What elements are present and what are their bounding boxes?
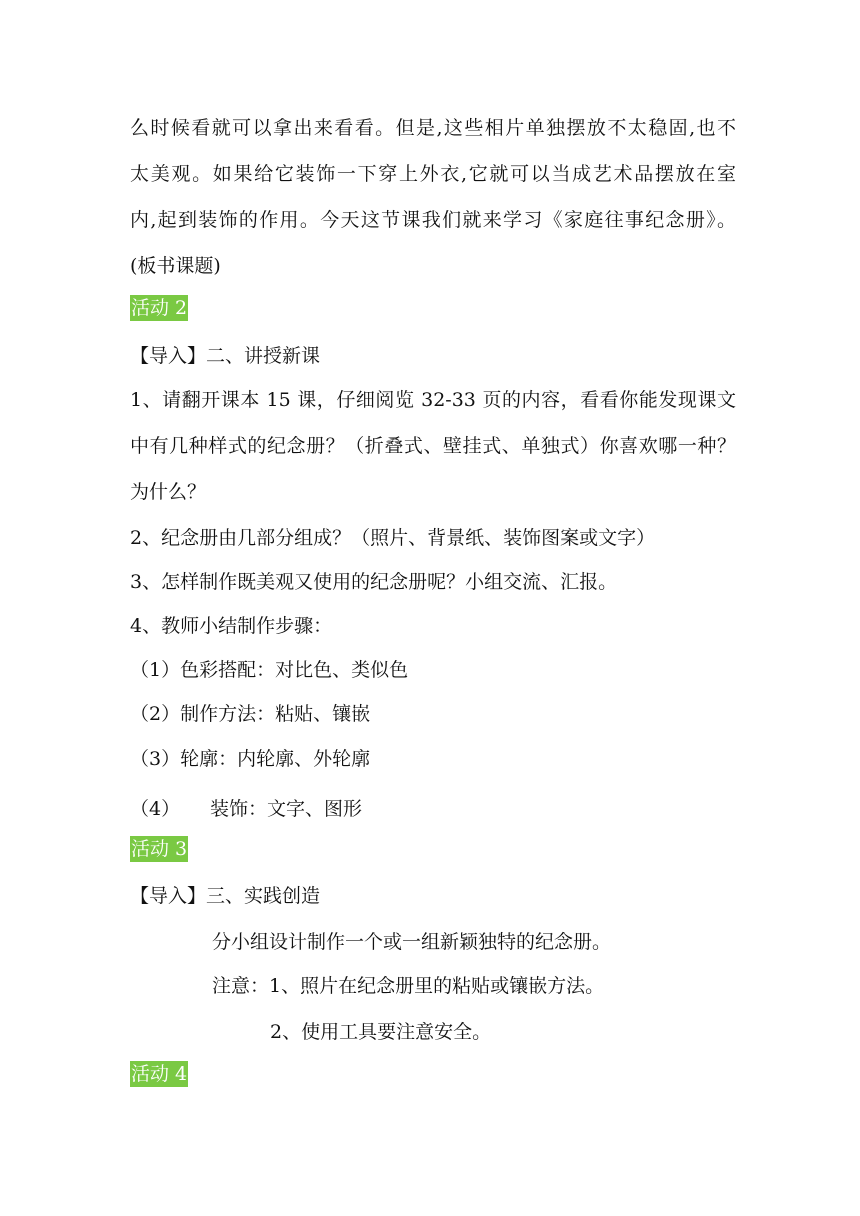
text-line: (板书课题) [130, 255, 221, 277]
section-heading: 【导入】二、讲授新课 [130, 345, 321, 367]
text-line: 注意：1、照片在纪念册里的粘贴或镶嵌方法。 [212, 975, 605, 997]
activity-tag: 活动 2 [131, 297, 188, 319]
text-line: 内,起到装饰的作用。今天这节课我们就来学习《家庭往事纪念册》。 [130, 209, 736, 231]
text-line: 3、怎样制作既美观又使用的纪念册呢？小组交流、汇报。 [130, 571, 618, 593]
text-line: 么时候看就可以拿出来看看。但是,这些相片单独摆放不太稳固,也不 [130, 117, 736, 139]
step-text: 装饰：文字、图形 [210, 798, 363, 820]
step-item: （3）轮廓：内轮廓、外轮廓 [130, 748, 371, 770]
step-item: （2）制作方法：粘贴、镶嵌 [130, 703, 371, 725]
text-line: 2、使用工具要注意安全。 [270, 1021, 492, 1043]
activity-tag: 活动 4 [131, 1063, 188, 1085]
text-line: 1、请翻开课本 15 课，仔细阅览 32-33 页的内容，看看你能发现课文 [130, 389, 736, 411]
text-line: 分小组设计制作一个或一组新颖独特的纪念册。 [212, 931, 612, 953]
text-line: 太美观。如果给它装饰一下穿上外衣,它就可以当成艺术品摆放在室 [130, 163, 736, 185]
activity-tag: 活动 3 [131, 838, 188, 860]
text-line: 为什么？ [130, 481, 207, 503]
step-number: （4） [130, 798, 181, 820]
section-heading: 【导入】三、实践创造 [130, 885, 321, 907]
text-line: 4、教师小结制作步骤： [130, 615, 333, 637]
text-line: 中有几种样式的纪念册？（折叠式、壁挂式、单独式）你喜欢哪一种？ [130, 435, 736, 457]
step-item: （1）色彩搭配：对比色、类似色 [130, 659, 409, 681]
text-line: 2、纪念册由几部分组成？（照片、背景纸、装饰图案或文字） [130, 527, 656, 549]
